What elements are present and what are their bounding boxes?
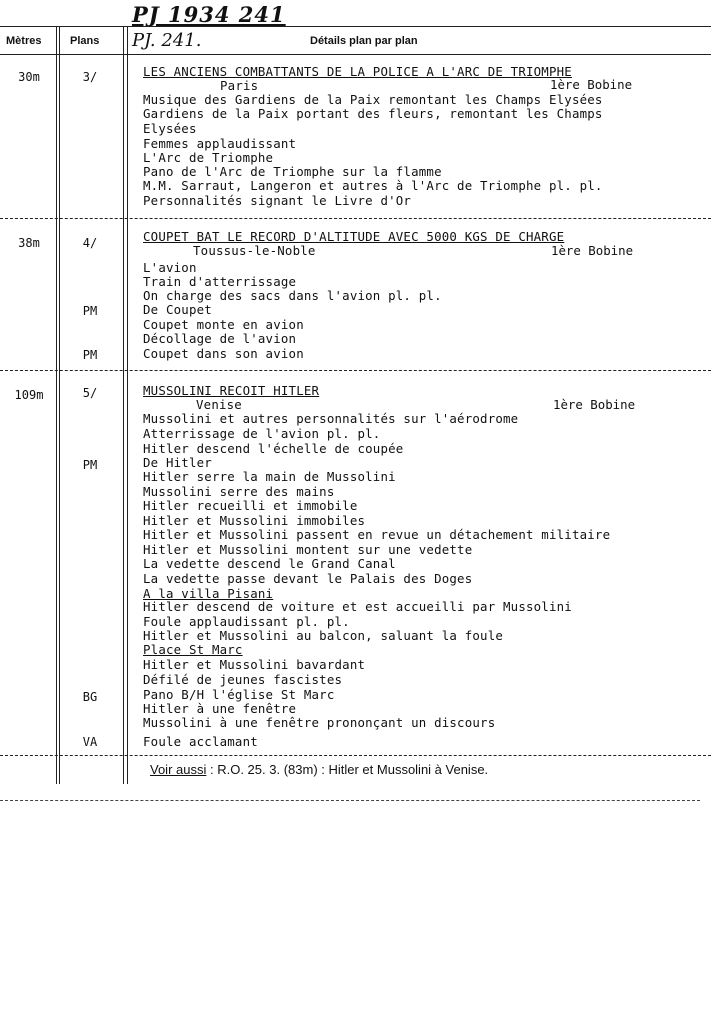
shot-line: Mussolini et autres personnalités sur l'aérodrome: [143, 411, 519, 426]
header-details: Détails plan par plan: [310, 35, 418, 47]
shot-line: Coupet monte en avion: [143, 317, 304, 332]
shot-line: Hitler serre la main de Mussolini: [143, 469, 396, 484]
shot-line: Personnalités signant le Livre d'Or: [143, 193, 412, 208]
segment-2-location: Toussus-le-Noble: [193, 243, 316, 258]
document-code: PJ 1934 241: [132, 2, 286, 27]
segment-1-reel: 1ère Bobine: [550, 77, 633, 92]
shot-type-mark: PM: [82, 348, 98, 362]
shot-line: Hitler et Mussolini au balcon, saluant la foule: [143, 628, 504, 643]
shot-line: M.M. Sarraut, Langeron et autres à l'Arc de Triomphe pl. pl.: [143, 178, 603, 193]
reference-code: PJ. 241.: [132, 30, 202, 51]
shot-type-mark: BG: [82, 690, 98, 704]
page-bottom-rule: [0, 800, 700, 801]
shot-line: Mussolini à une fenêtre prononçant un discours: [143, 715, 496, 730]
segment-2-title: COUPET BAT LE RECORD D'ALTITUDE AVEC 5000 KGS DE CHARGE: [143, 229, 565, 244]
segment-2-reel: 1ère Bobine: [551, 243, 634, 258]
shot-line: Foule applaudissant pl. pl.: [143, 614, 350, 629]
shot-line: Hitler et Mussolini passent en revue un détachement militaire: [143, 527, 611, 542]
shot-line: Atterrissage de l'avion pl. pl.: [143, 426, 381, 441]
shot-line: Foule acclamant: [143, 734, 258, 749]
shot-line: Hitler et Mussolini bavardant: [143, 657, 366, 672]
column-divider-plans-double: [127, 26, 128, 784]
shot-type-mark: PM: [82, 458, 98, 472]
sub-location: Place St Marc: [143, 642, 243, 657]
shot-line: Elysées: [143, 121, 197, 136]
shot-line: Hitler et Mussolini montent sur une vedette: [143, 542, 473, 557]
shot-line: Hitler descend de voiture et est accueilli par Mussolini: [143, 599, 572, 614]
segment-2-metres: 38m: [18, 236, 40, 250]
shot-line: L'Arc de Triomphe: [143, 150, 274, 165]
segment-divider: [0, 370, 711, 371]
segment-3-reel: 1ère Bobine: [553, 397, 636, 412]
shot-line: L'avion: [143, 260, 197, 275]
shot-line: Mussolini serre des mains: [143, 484, 335, 499]
shot-type-mark: VA: [82, 735, 98, 749]
shot-line: Gardiens de la Paix portant des fleurs, remontant les Champs: [143, 106, 603, 121]
segment-2-plan: 4/: [82, 236, 98, 250]
segment-1-metres: 30m: [18, 70, 40, 84]
column-divider-plans: [123, 26, 124, 784]
segment-1-location: Paris: [220, 78, 259, 93]
shot-line: De Coupet: [143, 302, 212, 317]
shot-line: Pano de l'Arc de Triomphe sur la flamme: [143, 164, 442, 179]
segment-1-title: LES ANCIENS COMBATTANTS DE LA POLICE A L'ARC DE TRIOMPHE: [143, 64, 572, 79]
segment-divider: [0, 218, 711, 219]
column-divider-metres: [56, 26, 57, 784]
shot-type-mark: PM: [82, 304, 98, 318]
shot-line: Hitler et Mussolini immobiles: [143, 513, 366, 528]
shot-line: Hitler recueilli et immobile: [143, 498, 358, 513]
sub-location: A la villa Pisani: [143, 586, 274, 601]
header-bottom-rule: [0, 54, 711, 55]
shot-line: De Hitler: [143, 455, 212, 470]
shot-line: Pano B/H l'église St Marc: [143, 687, 335, 702]
segment-3-title: MUSSOLINI RECOIT HITLER: [143, 383, 320, 398]
shot-line: Hitler à une fenêtre: [143, 701, 297, 716]
shot-line: La vedette passe devant le Palais des Doges: [143, 571, 473, 586]
segment-1-plan: 3/: [82, 70, 98, 84]
shot-line: Hitler descend l'échelle de coupée: [143, 441, 404, 456]
see-also-note: [150, 762, 488, 777]
segment-3-location: Venise: [196, 397, 242, 412]
header-plans: Plans: [70, 35, 100, 47]
shot-line: Décollage de l'avion: [143, 331, 297, 346]
see-also-label: Voir aussi: [150, 762, 207, 777]
shot-line: On charge des sacs dans l'avion pl. pl.: [143, 288, 442, 303]
shot-line: Musique des Gardiens de la Paix remontant les Champs Elysées: [143, 92, 603, 107]
column-divider-metres-double: [59, 26, 60, 784]
header-metres: Mètres: [6, 35, 42, 47]
header-top-rule: [0, 26, 711, 27]
shot-line: Train d'atterrissage: [143, 274, 297, 289]
segment-3-plan: 5/: [82, 386, 98, 400]
segment-divider: [0, 755, 711, 756]
shot-line: Coupet dans son avion: [143, 346, 304, 361]
shot-line: La vedette descend le Grand Canal: [143, 556, 396, 571]
segment-3-metres: 109m: [14, 388, 44, 402]
shot-line: Défilé de jeunes fascistes: [143, 672, 343, 687]
shot-line: Femmes applaudissant: [143, 136, 297, 151]
see-also-text: : R.O. 25. 3. (83m) : Hitler et Mussolini à Venise.: [210, 762, 489, 777]
